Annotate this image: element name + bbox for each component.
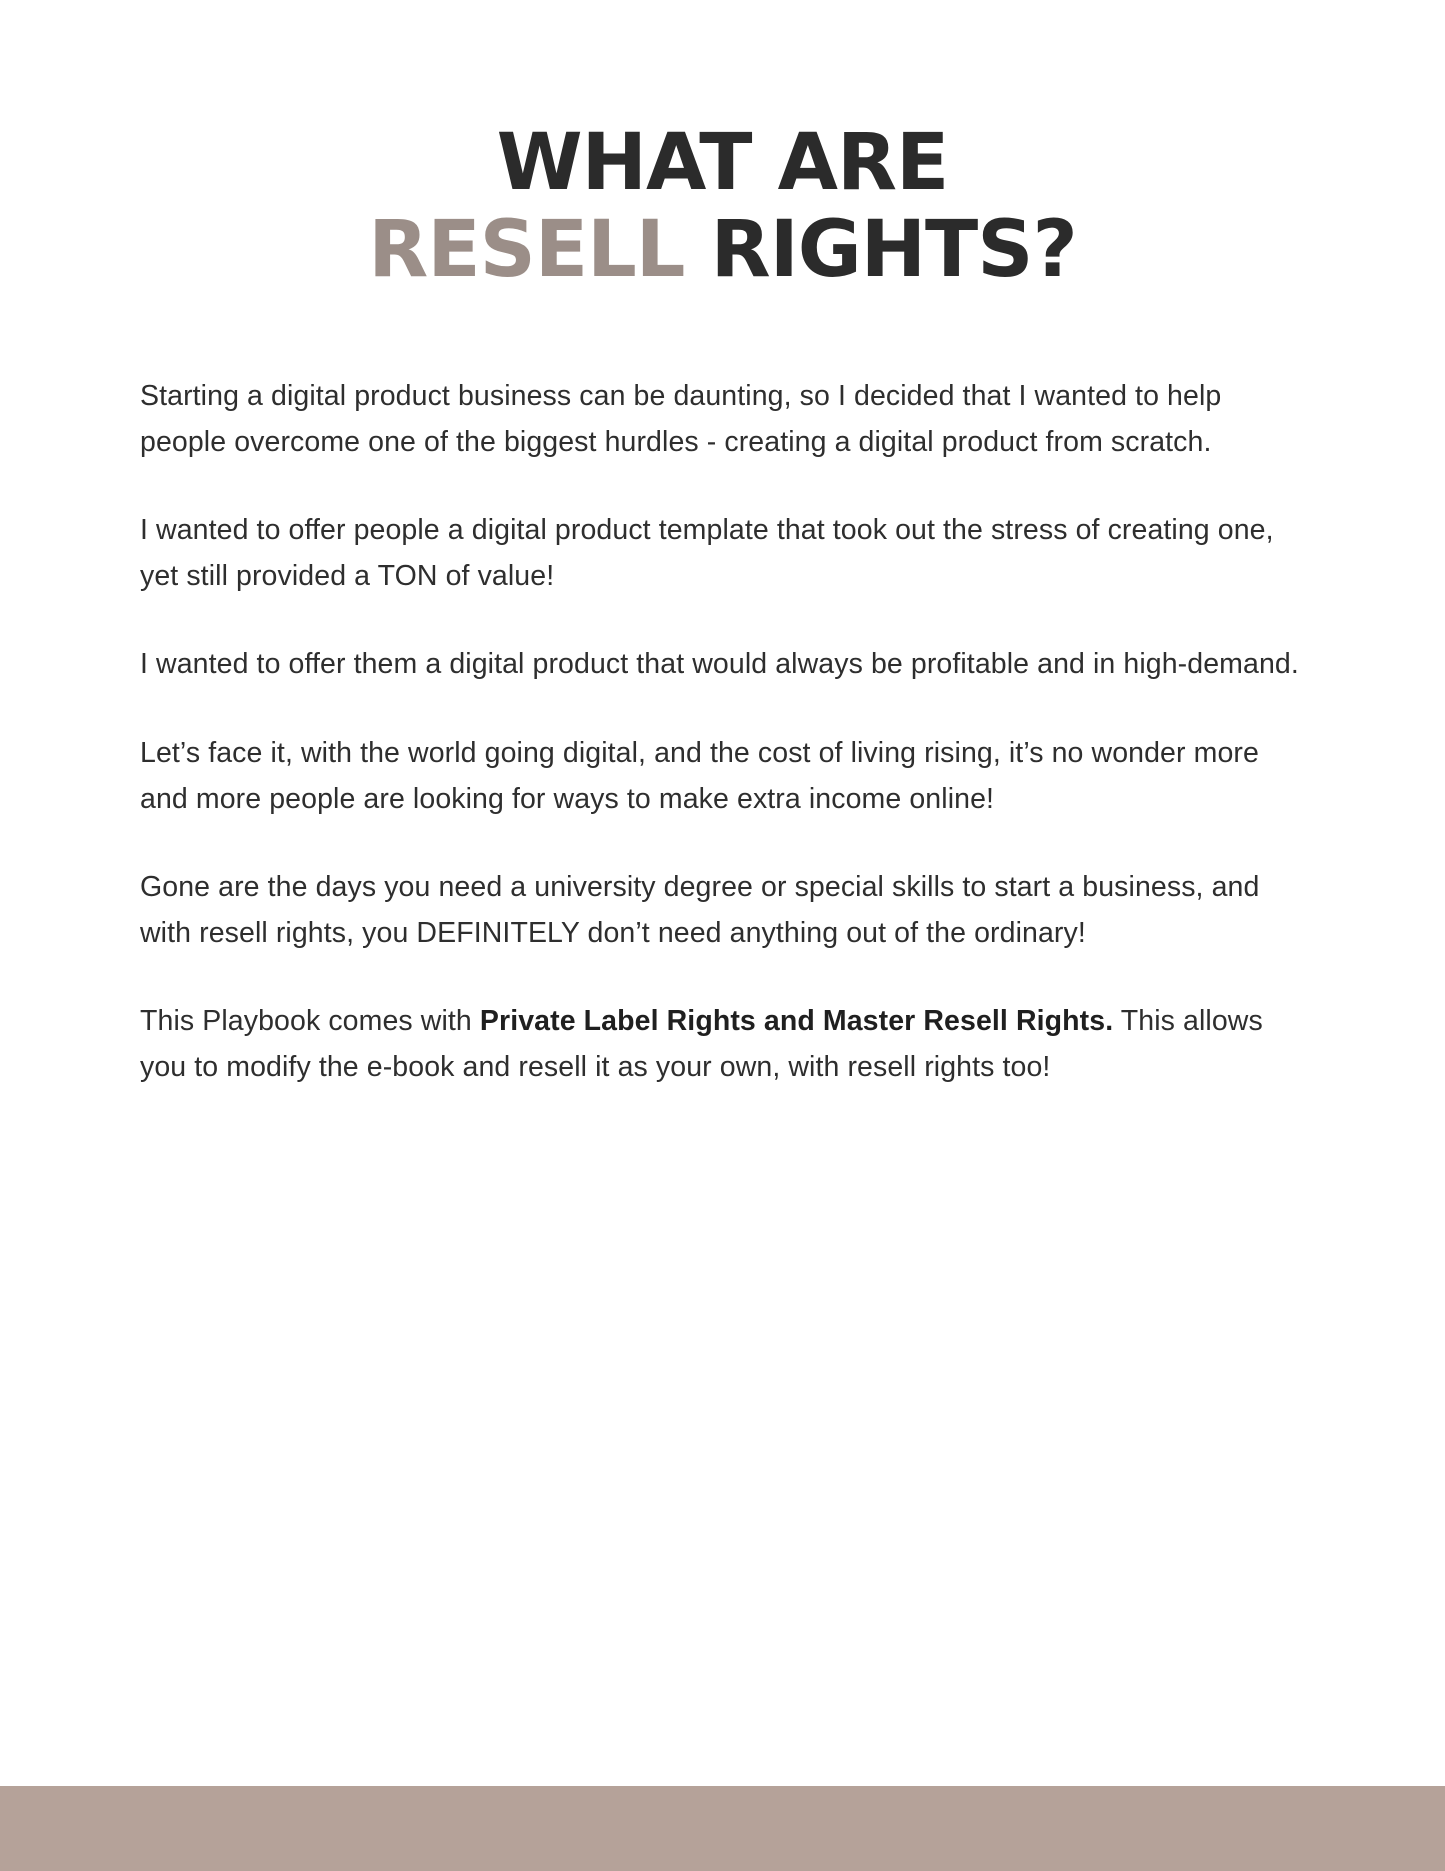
body-content — [140, 373, 1305, 1091]
final-paragraph-lead: This Playbook comes with — [140, 1005, 480, 1038]
paragraph-5: Gone are the days you need a university degree or special skills to start a business, and with resell rights, you DEFINITELY don’t need anything out of the ordinary! — [140, 870, 1260, 949]
footer-bar — [0, 1786, 1445, 1871]
paragraph-1: Starting a digital product business can be daunting, so I decided that I wanted to help people overcome one of the biggest hurdles - creating a digital product from scratch. — [140, 379, 1222, 458]
title-line-one: WHAT ARE — [496, 118, 949, 208]
paragraph-3: I wanted to offer them a digital product that would always be profitable and in high-demand. — [140, 648, 1299, 681]
title-remainder: RIGHTS? — [684, 205, 1077, 296]
paragraph-6 — [140, 998, 1305, 1090]
paragraph-4: Let’s face it, with the world going digital, and the cost of living rising, it’s no wonder more and more people are looking for ways to make extra income online! — [140, 736, 1259, 815]
final-paragraph-bold: Private Label Rights and Master Resell Rights. — [479, 1005, 1114, 1038]
page-title — [0, 120, 1445, 295]
paragraph-2: I wanted to offer people a digital product template that took out the stress of creating one, yet still provided a TON of value! — [140, 514, 1274, 593]
title-line-two — [80, 207, 1365, 294]
final-paragraph-tail: This allows you to modify the e-book and resell it as your own, with resell rights too! — [140, 1005, 1263, 1084]
title-accent-word: RESELL — [368, 205, 685, 296]
